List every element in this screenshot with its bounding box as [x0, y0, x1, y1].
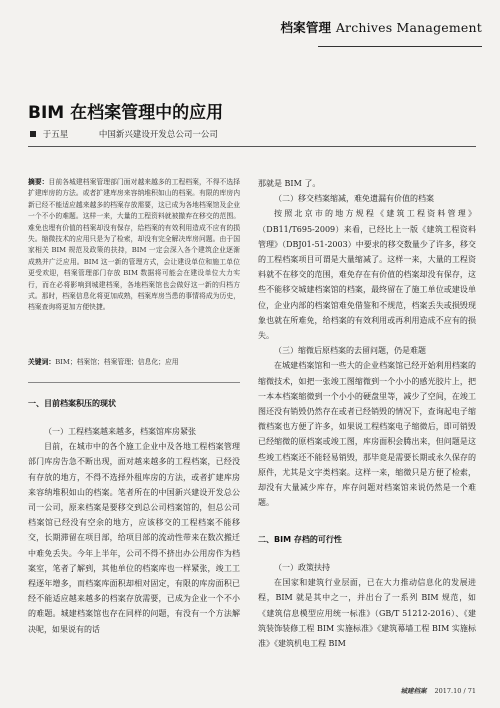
section-1-heading: 一、目前档案积压的现状 [28, 399, 116, 408]
article-title: BIM 在档案管理中的应用 [28, 103, 224, 123]
paragraph-1-2: 按照北京市的地方规程《建筑工程资料管理》（DB11/T695-2009）来看，已经比上一版《建筑工程资料管理》（DBJ01-51-2003）中要求的移交数量少了许多，移交的工程档案项目可谓是大量缩减了。这样一来，大量的工程资料就不在移交的范围，难免存在有价值的档案却没有保存，这些不能移交城建档案馆的档案，最终留在了施工单位或建设单位，企业内部的档案馆难免借鉴和不规范，档案丢失或损毁现象也就在所难免，给档案的有效利用或再利用造成不应有的损失。 [258, 209, 476, 341]
author-affiliation: 中国新兴建设开发总公司一公司 [98, 130, 218, 140]
subheading-1-3: （三）缩微后原档案的去留问题，仍是难题 [274, 346, 426, 356]
abstract-text: 目前各城建档案管理部门面对越来越多的工程档案，不得不选择扩建库房的方法。或者扩建库房来容纳堆积如山的档案。有限的库房内新已经不能适应越来越多的档案存放需要，这已成为各地档案馆及企业一个不小的难题。这样一来，大量的工程资料就被撤弃在移交的范围。难免也埋有价值的档案却没有保存，给档案的有效利用造成不应有的损失。缩微技术的应用只是为了检索，却没有完全解决库房问题。由于国家相关 BIM 规范及政策的扶持，BIM 一定会深入各个建筑企业逐渐成熟并广泛应用。BIM 这一新的管理方式，会让建设单位和施工单位更受欢迎，档案管理部门存放 BIM 数据将可能会在建设单位大力实行，而在必将影响到城建档案，各地档案馆也会做好这一新的归档方式。那时，档案信息化将更加成熟，档案库房当患的事情将成为历史，档案查询将更加方便快捷。 [28, 178, 241, 312]
section-name-cn: 档案管理 [280, 20, 332, 35]
keywords-label: 关键词： [28, 358, 56, 366]
title-rule [28, 146, 476, 147]
subheading-2-1: （一）政策扶持 [274, 563, 330, 572]
subheading-1-1: （一）工程档案越来越多，档案馆库房紧张 [44, 427, 196, 436]
page-footer [400, 686, 476, 695]
author-name: 于五星 [42, 130, 69, 140]
left-column-body [28, 424, 240, 637]
section-header [280, 18, 482, 36]
right-column-top [258, 176, 476, 510]
abstract-label: 摘要： [28, 178, 49, 186]
subheading-1-2: （二）移交档案缩减，难免遗漏有价值的档案 [274, 194, 434, 204]
byline [30, 128, 218, 140]
keywords [28, 357, 240, 368]
right-column-bottom [258, 560, 476, 651]
paragraph-1-3: 在城建档案馆和一些大的企业档案馆已经开始利用档案的缩微技术，如把一张竣工图缩微到一个小小的感光胶片上，把一本本档案缩微到一个小小的硬盘里等，减少了空间，在竣工图还没有销毁仍然存在或者已经销毁的情况下，查询起电子缩微档案也方便了许多，如果说工程档案电子缩微后，即可销毁已经缩微的原档案或竣工图，库房面积会腾出来，但问题是这些竣工档案还不能轻易销毁，那毕竟是需要长期或永久保存的原件，尤其是文字类档案。这样一来，缩微只是方便了检索，却没有大量减少库存，库存问题对档案馆来说仍然是一个难题。 [258, 361, 476, 508]
paragraph-continuation: 那就是 BIM 了。 [258, 179, 321, 188]
section-name-en: Archives Management [335, 20, 482, 35]
issue-page: 2017.10 / 71 [434, 687, 476, 695]
header-rule [318, 46, 482, 47]
section-2-heading: 二、BIM 存档的可行性 [258, 535, 342, 544]
paragraph-2-1: 在国家和建筑行业层面，已在大力推动信息化的发展进程，BIM 就是其中之一，并出台了一系列 BIM 规范，如《建筑信息模型应用统一标准》（GB/T 51212-2016）、《建筑装饰装修工程 BIM 实施标准》《建筑幕墙工程 BIM 实施标准》《建筑机电工程 BIM [258, 578, 476, 649]
paragraph-1-1: 目前，在城市中的各个施工企业中及各地工程档案管理部门库房告急不断出现，面对越来越多的工程档案，已经没有存放的地方，不得不选择外租库房的方法，或者扩建库房来容纳堆积如山的档案。笔者所在的中国新兴建设开发总公司一公司，原来档案是要移交到总公司档案馆的，但总公司档案馆已经没有空余的地方，应该移交的工程档案不能移交，长期滞留在项目部，给项目部的流动性带来在数次搬迁中难免丢失。今年上半年，公司不得不挤出办公用房作为档案室，笔者了解到，其他单位的档案库也一样紧张，竣工工程逐年增多，而档案库面积却相对固定，有限的库房面积已经不能适应越来越多的档案存放需要，已成为企业一个不小的难题。城建档案馆也存在同样的问题，有没有一个方法解决呢，如果说有的话 [28, 442, 240, 634]
keywords-text: BIM；档案馆；档案管理；信息化；应用 [55, 358, 179, 366]
journal-name: 城建档案 [400, 687, 427, 695]
abstract [28, 177, 240, 314]
square-bullet-icon [30, 131, 36, 137]
abstract-rule [28, 382, 240, 383]
